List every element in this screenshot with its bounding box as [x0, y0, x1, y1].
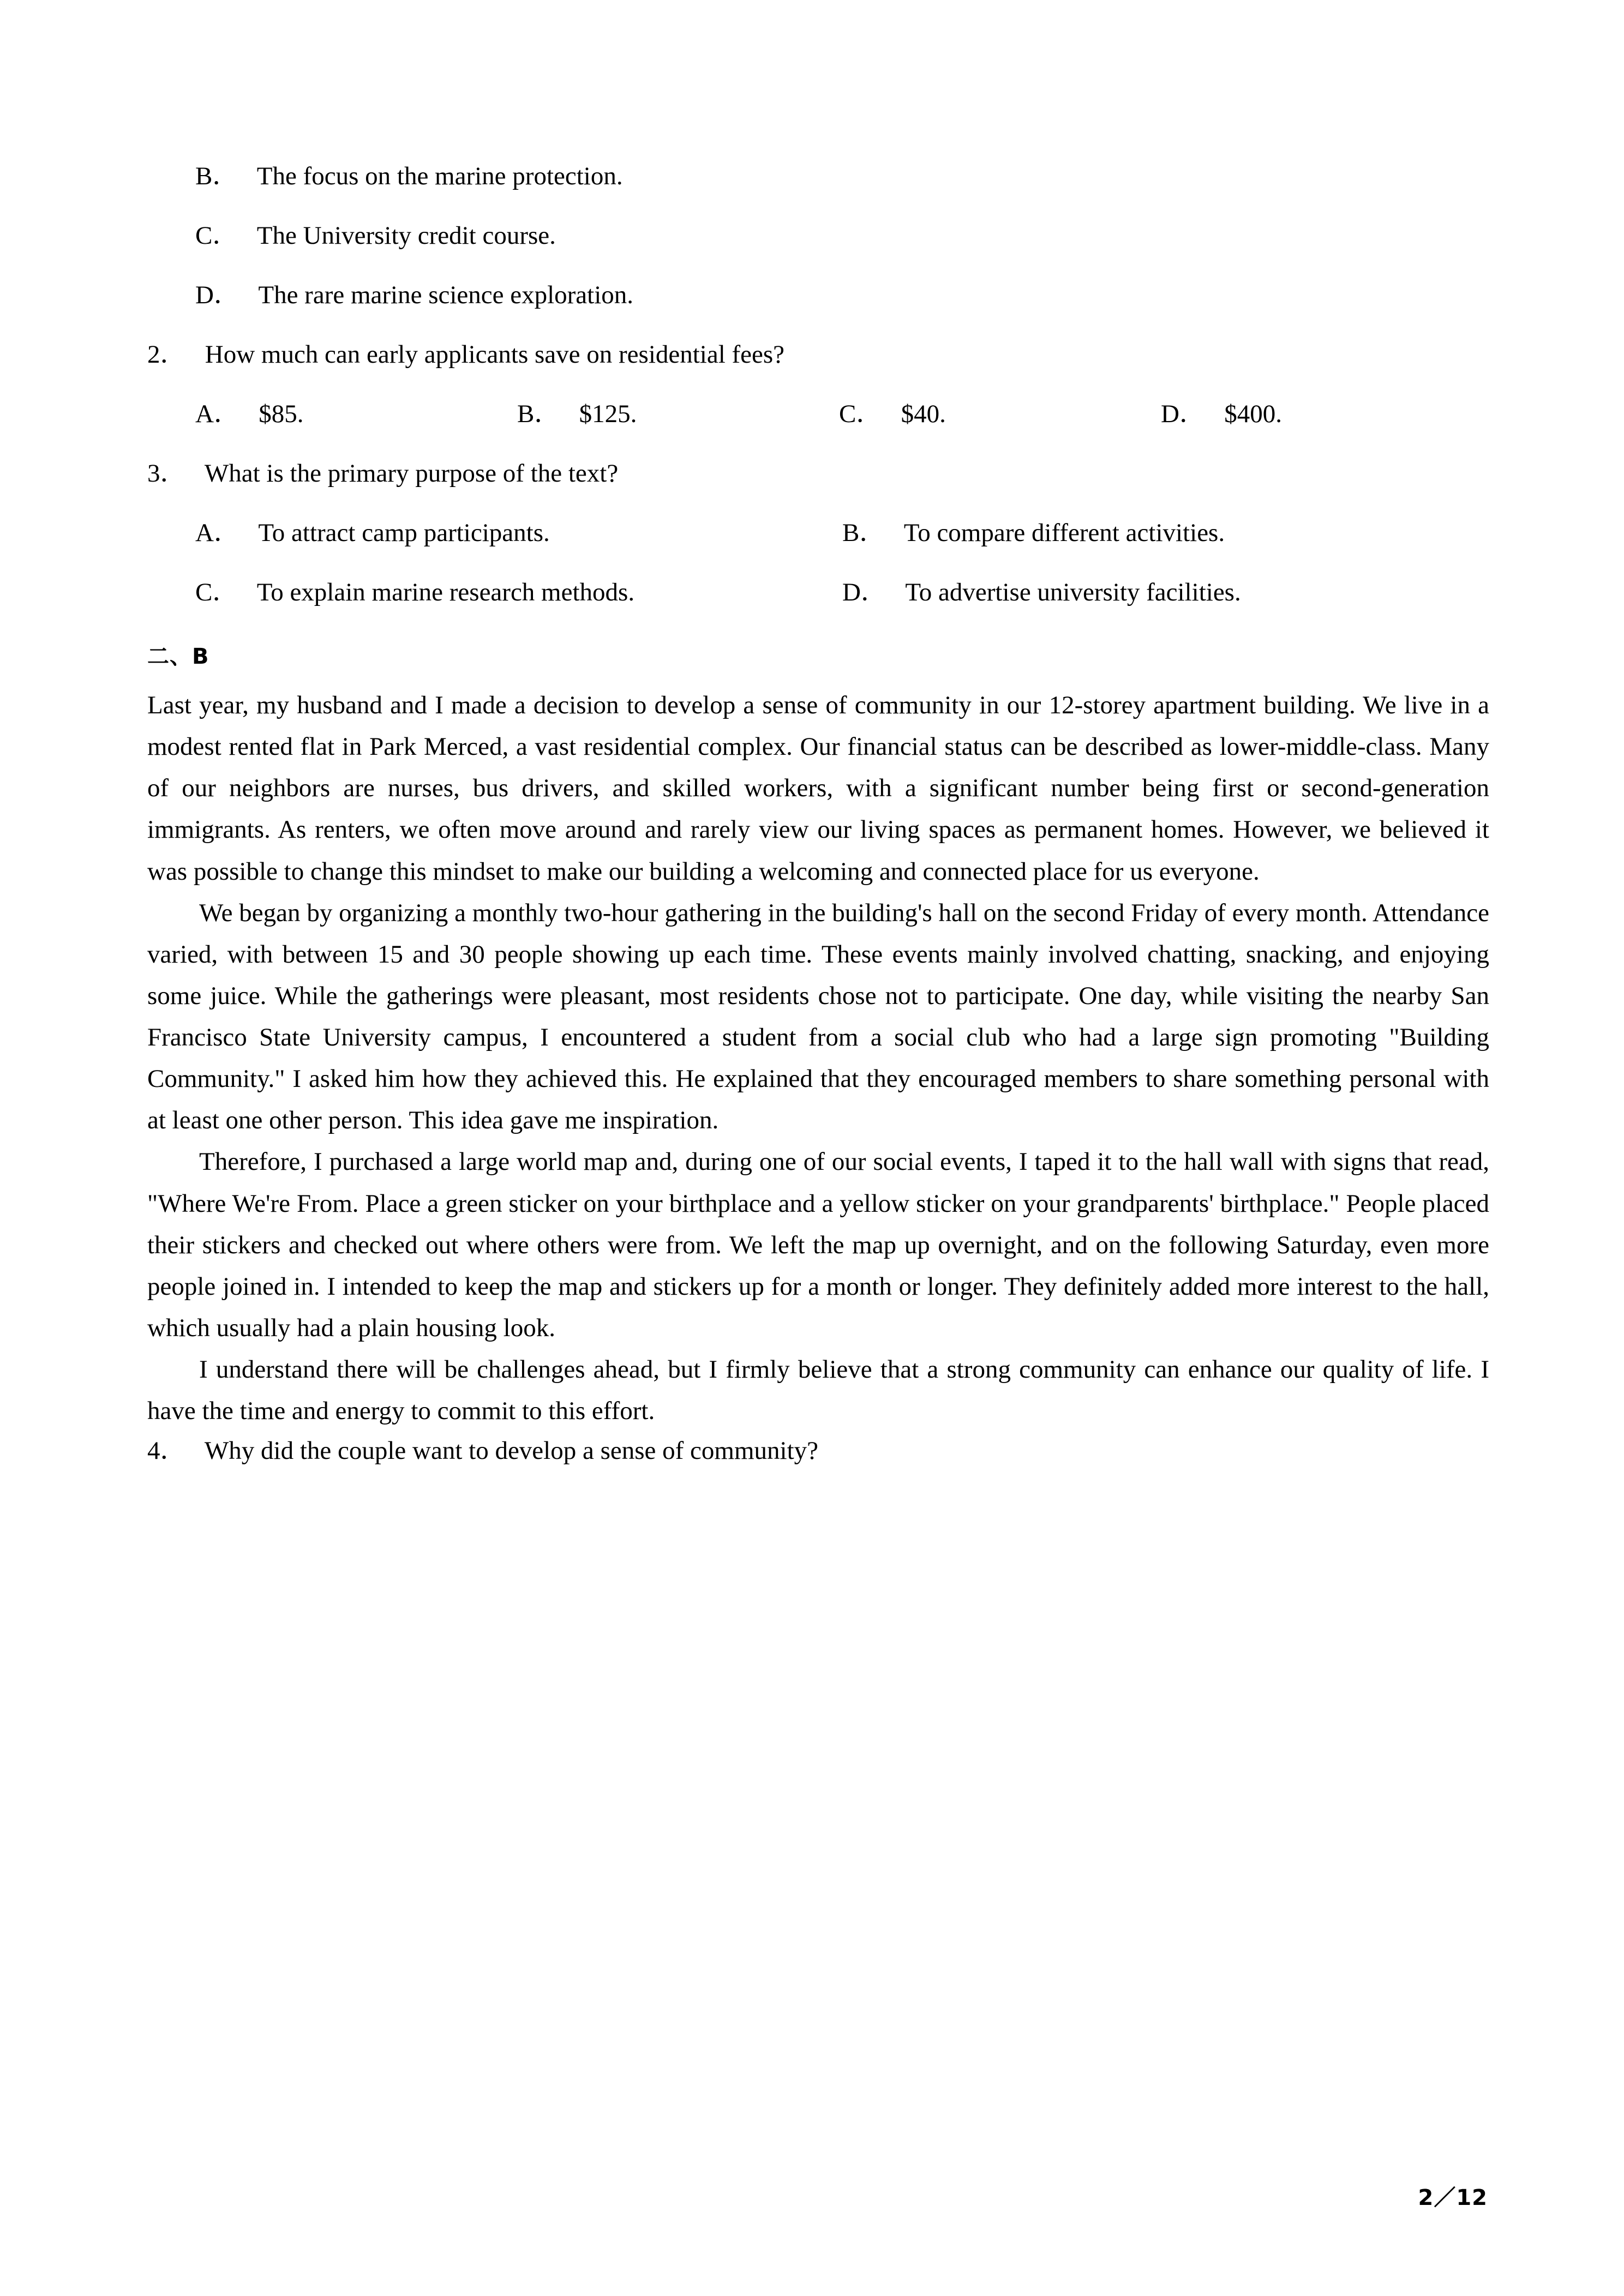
q1-option-b-text: The focus on the marine protection.	[256, 162, 623, 190]
q1-option-c-label: C．	[195, 221, 238, 250]
question-3-options-row-2	[147, 580, 1489, 605]
q1-option-c	[147, 223, 1489, 249]
q3-option-c	[195, 580, 842, 605]
q2-option-c-text: $40.	[901, 400, 946, 428]
q1-option-d-text: The rare marine science exploration.	[258, 281, 634, 309]
question-4-text: Why did the couple want to develop a sense of community?	[204, 1436, 818, 1465]
question-2-text: How much can early applicants save on residential fees?	[205, 340, 785, 369]
q3-option-a	[195, 520, 842, 546]
q2-option-c	[839, 401, 1161, 427]
q1-option-b	[147, 164, 1489, 189]
q2-option-b-label: B．	[517, 400, 560, 428]
passage-paragraph-4: I understand there will be challenges ahead, but I firmly believe that a strong community can enhance our quality of life. I have the time and energy to commit to this effort.	[147, 1355, 1489, 1426]
passage-paragraph-1: Last year, my husband and I made a decision to develop a sense of community in our 12-storey apartment building. We live in a modest rented flat in Park Merced, a vast residential complex. Our financial status can be described as lower-middle-class. Many of our neighbors are nurses, bus drivers, and skilled workers, with a significant number being first or second-generation immigrants. As renters, we often move around and rarely view our living spaces as permanent homes. However, we believed it was possible to change this mindset to make our building a welcoming and connected place for us everyone.	[147, 691, 1489, 886]
q1-option-d-label: D．	[195, 281, 239, 309]
q2-option-d-label: D．	[1161, 400, 1205, 428]
q3-option-c-label: C．	[195, 578, 238, 606]
q3-option-d-label: D．	[842, 578, 886, 606]
section-heading: 二、B	[147, 644, 209, 669]
page-number: 2／12	[1418, 2185, 1488, 2210]
question-4-number: 4．	[147, 1436, 186, 1465]
q3-option-a-text: To attract camp participants.	[258, 519, 550, 547]
question-3-options-row-1	[147, 520, 1489, 546]
q3-option-d	[842, 580, 1489, 605]
q2-option-b-text: $125.	[579, 400, 637, 428]
q2-option-a-text: $85.	[259, 400, 304, 428]
q2-option-a-label: A．	[195, 400, 239, 428]
question-2-options	[147, 401, 1489, 427]
passage-paragraph-3: Therefore, I purchased a large world map and, during one of our social events, I taped it to the hall wall with signs that read, "Where We're From. Place a green sticker on your birthplace and a yellow sticker on your grandparents' birthplace." People placed their stickers and checked out where others were from. We left the map up overnight, and on the following Saturday, even more people joined in. I intended to keep the map and stickers up for a month or longer. They definitely added more interest to the hall, which usually had a plain housing look.	[147, 1147, 1489, 1342]
q1-option-c-text: The University credit course.	[256, 221, 556, 250]
q2-option-a	[195, 401, 517, 427]
q3-option-a-label: A．	[195, 519, 239, 547]
page-content	[147, 164, 1489, 1464]
question-3-stem	[147, 461, 1489, 486]
question-3-text: What is the primary purpose of the text?	[204, 459, 619, 488]
question-4-stem	[147, 1438, 1489, 1464]
q3-option-b	[842, 520, 1489, 546]
question-2-stem	[147, 342, 1489, 368]
q1-option-b-label: B．	[195, 162, 238, 190]
q2-option-c-label: C．	[839, 400, 882, 428]
q2-option-d	[1161, 401, 1483, 427]
q3-option-d-text: To advertise university facilities.	[905, 578, 1241, 606]
q3-option-b-label: B．	[842, 519, 885, 547]
q3-option-c-text: To explain marine research methods.	[256, 578, 635, 606]
question-3-number: 3．	[147, 459, 186, 488]
q3-option-b-text: To compare different activities.	[903, 519, 1225, 547]
q2-option-d-text: $400.	[1224, 400, 1282, 428]
q2-option-b	[517, 401, 839, 427]
q1-option-d	[147, 283, 1489, 308]
question-2-number: 2．	[147, 340, 186, 369]
passage-paragraph-2: We began by organizing a monthly two-hour gathering in the building's hall on the second Friday of every month. Attendance varied, with between 15 and 30 people showing up each time. These events mainly involved chatting, snacking, and enjoying some juice. While the gatherings were pleasant, most residents chose not to participate. One day, while visiting the nearby San Francisco State University campus, I encountered a student from a social club who had a large sign promoting "Building Community." I asked him how they achieved this. He explained that they encouraged members to share something personal with at least one other person. This idea gave me inspiration.	[147, 898, 1489, 1135]
